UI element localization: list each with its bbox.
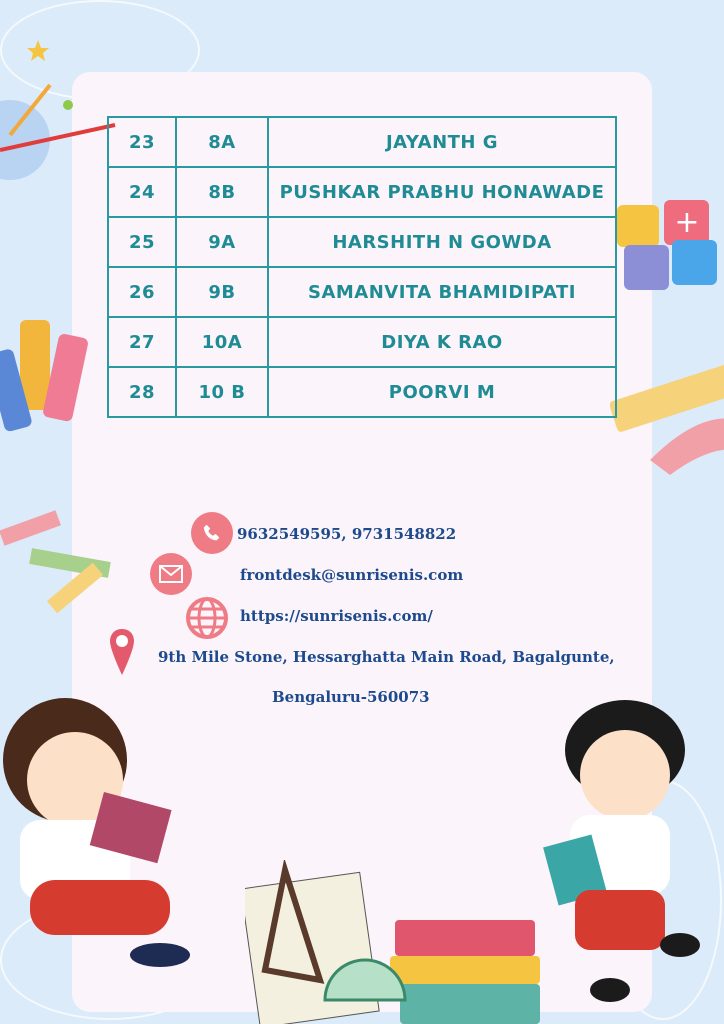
- name-cell: SAMANVITA BHAMIDIPATI: [268, 267, 616, 317]
- table-row: [108, 267, 616, 317]
- class-cell: 8B: [176, 167, 268, 217]
- table-row: [108, 317, 616, 367]
- phone-icon: [191, 512, 233, 554]
- email-icon: [150, 553, 192, 595]
- serial-cell: 26: [108, 267, 176, 317]
- kid-reading-illustration: [0, 690, 240, 990]
- serial-cell: 24: [108, 167, 176, 217]
- name-cell: JAYANTH G: [268, 117, 616, 167]
- name-cell: DIYA K RAO: [268, 317, 616, 367]
- email-link[interactable]: frontdesk@sunrisenis.com: [240, 566, 464, 584]
- serial-cell: 23: [108, 117, 176, 167]
- class-cell: 8A: [176, 117, 268, 167]
- crayons-icon: [0, 300, 110, 440]
- name-cell: PUSHKAR PRABHU HONAWADE: [268, 167, 616, 217]
- class-cell: 9A: [176, 217, 268, 267]
- table-row: [108, 217, 616, 267]
- math-blocks-icon: [612, 195, 724, 305]
- table-row: [108, 367, 616, 417]
- address-line-1: 9th Mile Stone, Hessarghatta Main Road, Bagalgunte,: [158, 648, 615, 666]
- ruler-protractor-icon: [610, 350, 724, 510]
- table-row: [108, 117, 616, 167]
- serial-cell: 28: [108, 367, 176, 417]
- class-cell: 10A: [176, 317, 268, 367]
- phone-numbers: 9632549595, 9731548822: [237, 525, 457, 543]
- serial-cell: 25: [108, 217, 176, 267]
- website-link[interactable]: https://sunrisenis.com/: [240, 607, 433, 625]
- serial-cell: 27: [108, 317, 176, 367]
- name-cell: HARSHITH N GOWDA: [268, 217, 616, 267]
- ruler-icon: [0, 500, 115, 620]
- class-cell: 9B: [176, 267, 268, 317]
- table-row: [108, 167, 616, 217]
- name-cell: POORVI M: [268, 367, 616, 417]
- location-pin-icon: [108, 627, 136, 677]
- student-table: [107, 116, 617, 418]
- stationery-stars-icon: [0, 20, 120, 190]
- address-line-2: Bengaluru-560073: [272, 688, 430, 706]
- globe-icon: [186, 597, 228, 639]
- class-cell: 10 B: [176, 367, 268, 417]
- svg-text:+: +: [674, 205, 700, 240]
- books-stationery-illustration: [245, 860, 565, 1024]
